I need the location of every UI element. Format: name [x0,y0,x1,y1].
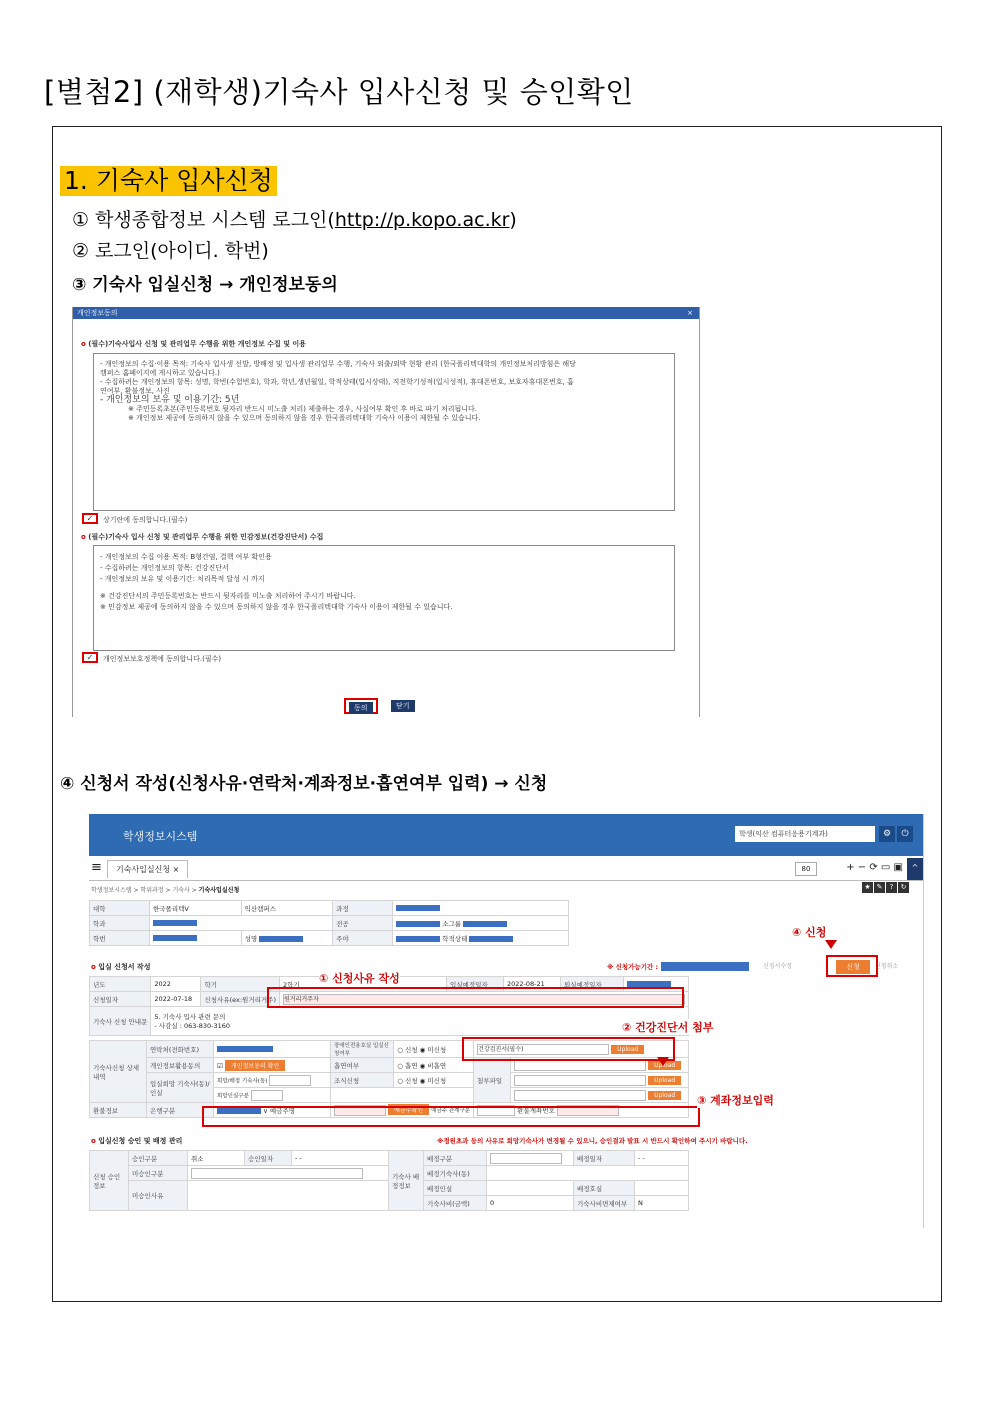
reason-highlight [267,987,684,1008]
hope-room-select[interactable] [251,1090,283,1101]
gear-icon[interactable]: ⚙ [879,826,895,842]
attach-select-4[interactable] [514,1090,646,1101]
apply-highlight [826,955,878,977]
annotation-apply: ④ 신청 [792,926,827,939]
consent-section-2-box: - 개인정보의 수집 이용 목적: B형간염, 결핵 여부 확인용 - 수집하려는 개인정보의 항목: 건강진단서 - 개인정보의 보유 및 이용기간: 처리목적 달성 시 까지 ※ 건강진단서의 주민등록번호는 반드시 뒷자리를 미노출 처리하여 주시기 바랍니다. ※ 민감정보 제공에 동의하지 않을 수 있으며 동의하지 않을 경우 한국폴리텍대학 기숙사 이용이 제한될 수 있습니다. [93,545,675,651]
reject-type-select[interactable] [191,1168,363,1179]
breadcrumb: 학생정보시스템 > 학위과정 > 기숙사 > 기숙사입실신청 [91,887,240,894]
agree-2-label: 개인정보보호정책에 동의합니다.(필수) [103,655,222,663]
window-tools[interactable]: + − ⟳ ▭ ▣ [846,862,903,873]
toolbar-icons [861,882,909,893]
redacted-value [396,905,440,911]
dialog-titlebar: 개인정보동의 × [73,307,699,319]
zoom-input[interactable]: 80 [795,862,817,876]
apply-form-table: 년도 2022 학기 2학기 입실예정일자 2022-08-21 퇴실예정일자 신청일자 2022-07-18 신청사유(ex:원거리거주) 원거리거주자 기숙사 신청 안내문 5. 기숙사 입사 관련 문의 - 사감실 : 063-830-3160 [89,976,689,1036]
redacted-value [396,936,440,942]
reason-input[interactable]: 원거리거주자 [283,994,685,1005]
upload-button-2[interactable]: Upload [648,1061,681,1070]
upload-button[interactable]: Upload [611,1045,644,1054]
star-icon[interactable]: ★ [862,882,873,893]
close-icon[interactable]: × [172,865,180,874]
cancel-apply-button[interactable]: 신청취소 [875,963,899,970]
redacted-value [153,935,197,941]
app-topbar [89,814,923,856]
consent-section-2-title: o (필수)기숙사 입사 신청 및 관리업무 수행을 위한 민감정보(건강진단서) 수집 [81,532,323,542]
apply-arrow-icon [825,940,837,949]
annotation-account: ③ 계좌정보입력 [697,1094,774,1107]
kopo-link[interactable]: http://p.kopo.ac.kr [334,209,510,231]
agree-2-checkbox[interactable]: ✓ [82,652,98,663]
student-info-table: 대학 한국폴리텍Ⅴ 익산캠퍼스 과정 학과 전공 소그룹 학번 성명 주야 학적상태 [89,900,569,946]
annotation-reason: ① 신청사유 작성 [319,972,400,985]
attach-select-2[interactable] [514,1060,646,1071]
apply-button[interactable]: 신청 [836,960,870,974]
redacted-value [396,921,440,927]
annotation-attach: ② 건강진단서 첨부 [622,1021,714,1034]
app-title: 학생정보시스템 [123,830,198,843]
period-label: ※ 신청가능기간 : [607,963,659,971]
attach-select-3[interactable] [514,1075,646,1086]
consent-section-1-box: - 개인정보의 수집·이용 목적: 기숙사 입사생 선발, 방배정 및 입사생 관리업무 수행, 기숙사 외출/외박 현황 관리 (한국폴리텍대학의 개인정보처리방침은 해당 캠퍼스 홈페이지에 게시하고 있습니다.) - 수집하려는 개인정보의 항목: 성명, 학번(수험번호), 학과, 학년,생년월일, 학적상태(입시상태), 직전학기성적(입시성적), 휴대폰번호, 보호자휴대폰번호, 흡 연여부, 환불정보, 사진 - 개인정보의 보유 및 이용기간: 5년 ※ 주민등록초본(주민등록번호 뒷자리 반드시 미노출 처리) 제출하는 경우, 사실여부 확인 후 바로 파기 처리됩니다. ※ 개인정보 제공에 동의하지 않을 수 있으며 동의하지 않을 경우 한국폴리텍대학 기숙사 이용이 제한될 수 있습니다. [93,353,675,511]
tab-row [89,858,923,881]
detail-table: 기숙사신청 상세내역 연락처(전화번호) 장애인전용호실 입실신청여부 ○ 신청 ◉ 미신청 건강검진서(필수) Upload 개인정보활용동의 ☑ 개인정보동의 확인 흡연여부 ○ 흡연 ◉ 비흡연 첨부파일 Upload 입실희망 기숙사(동)/인실 희망/배정 기숙사(동) 조식신청 ○ 신청 ◉ 미신청 Upload 희망인실구분 Upload 환불정보 은행구분 ∨ 예금주명 예금주확인 예금주 관계구분 환불계좌번호 [89,1040,689,1118]
agree-1-checkbox[interactable]: ✓ [82,513,98,524]
upload-button-4[interactable]: Upload [648,1091,681,1100]
approve-warning: ※정원초과 등의 사유로 희망기숙사가 변경될 수 있으니, 승인결과 발표 시 반드시 확인하여 주시기 바랍니다. [437,1137,748,1145]
step-1: ① 학생종합정보 시스템 로그인(http://p.kopo.ac.kr) [72,209,517,231]
step-3: ③ 기숙사 입실신청 → 개인정보동의 [72,275,338,295]
help-icon[interactable]: ? [886,882,897,893]
step-4: ④ 신청서 작성(신청사유·연락처·계좌정보·흡연여부 입력) → 신청 [60,774,548,794]
section-heading: 1. 기숙사 입사신청 [60,166,277,196]
dept-select[interactable]: 학생(익산 컴퓨터응용기계과) [735,826,875,842]
redacted-value [153,920,197,926]
attach-arrow-icon [657,1057,669,1066]
page-title: [별첨2] (재학생)기숙사 입사신청 및 승인확인 [44,75,634,109]
consent-dialog [72,307,700,717]
approve-section-title: o 입실신청 승인 및 배정 관리 [91,1136,182,1146]
menu-icon[interactable]: ≡ [91,860,102,875]
consent-check-button[interactable]: 개인정보동의 확인 [225,1060,285,1071]
period-value [661,962,749,971]
redacted-value [463,921,507,927]
refresh-icon[interactable]: ↻ [898,882,909,893]
contact-input[interactable] [217,1046,273,1052]
collapse-icon[interactable]: ^ [907,858,923,880]
agree-button-highlight[interactable] [344,698,378,714]
step-2: ② 로그인(아이디. 학번) [72,240,269,262]
modify-button[interactable]: 신청서수정 [763,963,792,970]
agree-1-label: 상기란에 동의합니다.(필수) [103,516,188,524]
apply-section-title: o 입실 신청서 작성 [91,962,150,972]
redacted-value [469,936,513,942]
tab-dorm-apply[interactable]: 기숙사입실신청 × [107,860,188,878]
agree-button[interactable]: 동의 [349,702,373,714]
upload-button-3[interactable]: Upload [648,1076,681,1085]
attach-select[interactable]: 건강검진서(필수) [477,1044,609,1055]
application-form [89,814,924,1228]
power-icon[interactable]: ⏻ [897,826,913,842]
redacted-value [259,936,303,942]
close-icon[interactable]: × [687,309,693,317]
holder-check-button[interactable]: 예금주확인 [388,1104,429,1115]
consent-section-1-title: o (필수)기숙사입사 신청 및 관리업무 수행을 위한 개인정보 수집 및 이용 [81,339,306,349]
hope-dorm-select[interactable] [269,1075,311,1086]
edit-icon[interactable]: ✎ [874,882,885,893]
account-highlight [202,1106,700,1127]
approve-table: 신청 승인정보 승인구분 취소 승인일자 - - 기숙사 배정정보 배정구분 배정일자 - - 미승인구분 배정기숙사(동) 미승인사유 배정인실 배정호실 기숙사비(금액) 0 기숙사비면제여부 N [89,1150,689,1211]
assign-type-select[interactable] [490,1153,562,1164]
close-button[interactable]: 닫기 [391,700,415,712]
attach-highlight [462,1037,675,1061]
